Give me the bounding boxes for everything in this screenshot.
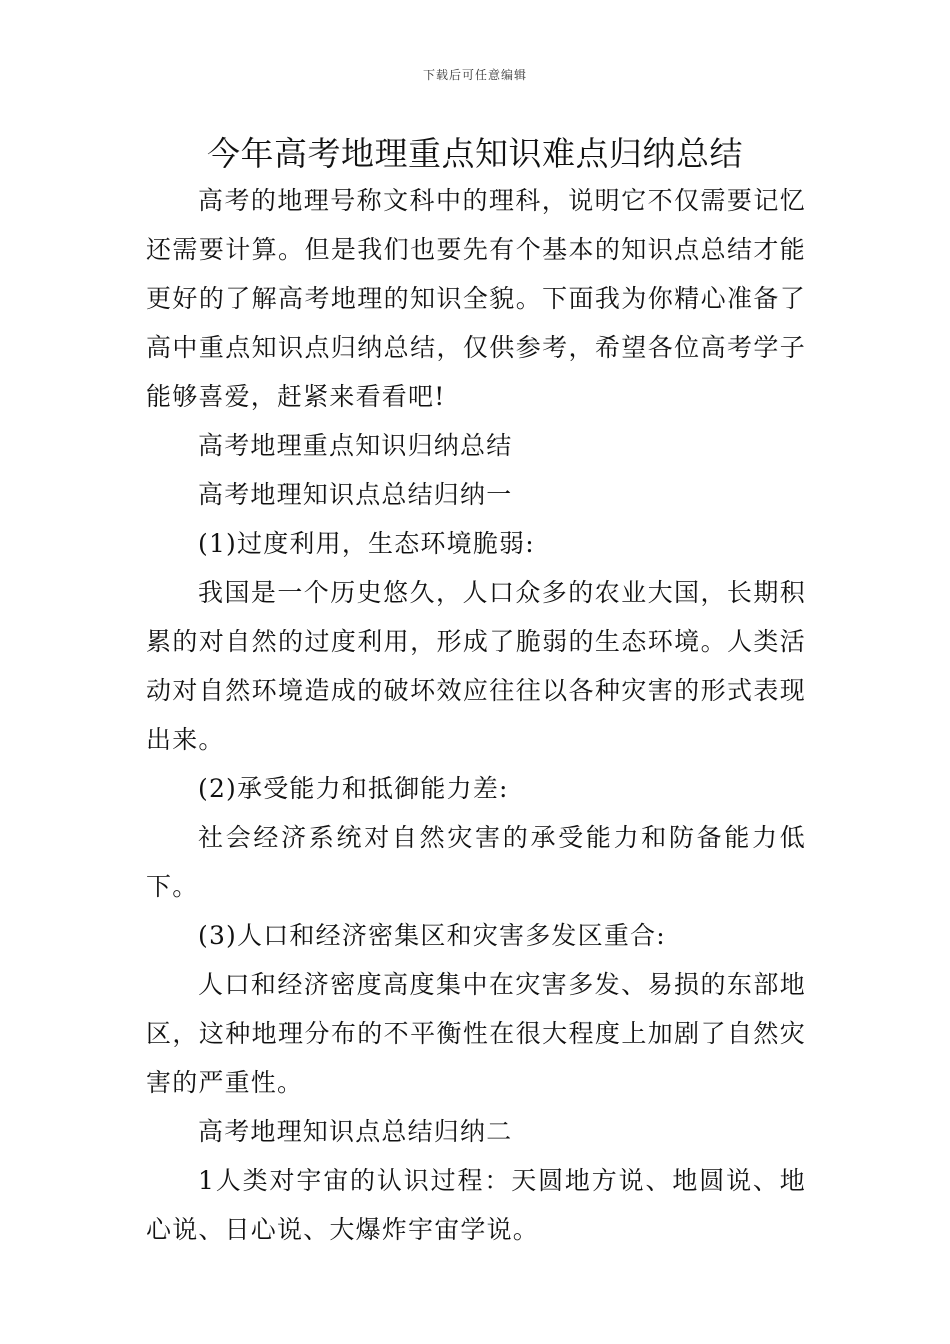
paragraph-point-1-body: 我国是一个历史悠久，人口众多的农业大国，长期积累的对自然的过度利用，形成了脆弱的生态环境。人类活动对自然环境造成的破坏效应往往以各种灾害的形式表现出来。 <box>146 578 806 754</box>
paragraph-point-2-body: 社会经济系统对自然灾害的承受能力和防备能力低下。 <box>146 823 806 901</box>
document-title: 今年高考地理重点知识难点归纳总结 <box>207 134 743 173</box>
paragraph-subheading-two: 高考地理知识点总结归纳二 <box>198 1117 513 1146</box>
paragraph-subheading-one: 高考地理知识点总结归纳一 <box>198 480 513 509</box>
header-note: 下载后可任意编辑 <box>422 68 527 82</box>
document-body <box>146 176 806 1254</box>
paragraph-point-1-heading: (1)过度利用，生态环境脆弱: <box>198 529 535 558</box>
paragraph-point-3-body: 人口和经济密度高度集中在灾害多发、易损的东部地区，这种地理分布的不平衡性在很大程度上加剧了自然灾害的严重性。 <box>146 970 806 1097</box>
paragraph-point-3-heading: (3)人口和经济密集区和灾害多发区重合: <box>198 921 666 950</box>
paragraph-intro: 高考的地理号称文科中的理科，说明它不仅需要记忆还需要计算。但是我们也要先有个基本的知识点总结才能更好的了解高考地理的知识全貌。下面我为你精心准备了高中重点知识点归纳总结，仅供参考，希望各位高考学子能够喜爱，赶紧来看看吧! <box>146 186 806 411</box>
paragraph-section-heading: 高考地理重点知识归纳总结 <box>198 431 513 460</box>
paragraph-universe-cognition: 1人类对宇宙的认识过程：天圆地方说、地圆说、地心说、日心说、大爆炸宇宙学说。 <box>146 1166 806 1244</box>
paragraph-point-2-heading: (2)承受能力和抵御能力差: <box>198 774 509 803</box>
